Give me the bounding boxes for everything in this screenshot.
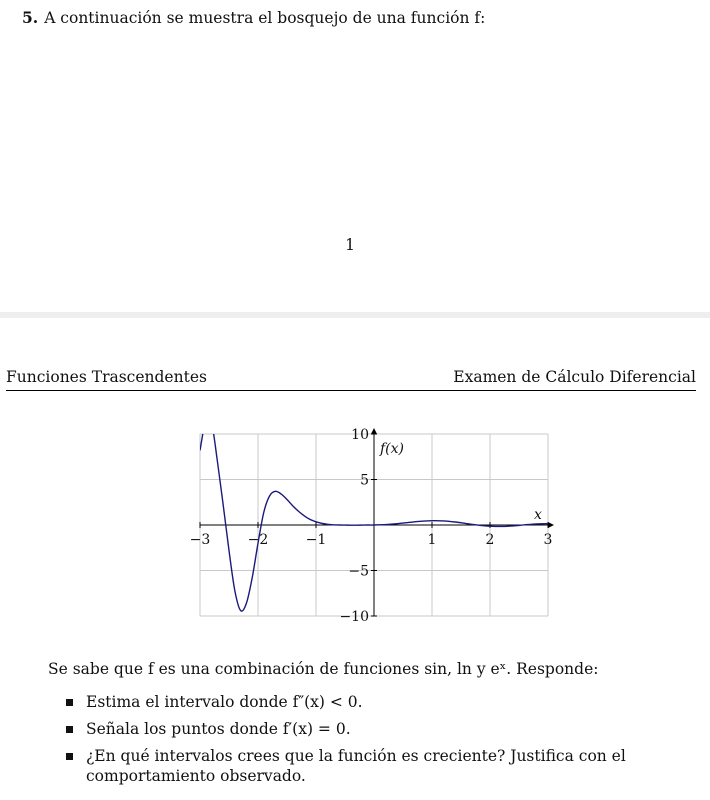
bullet-icon [66, 699, 73, 706]
intro-text: Se sabe que f es una combinación de funciones sin, ln y eˣ. Responde: [48, 660, 599, 678]
page-separator [0, 312, 710, 318]
y-tick-label: 10 [351, 427, 369, 443]
y-tick-label: −5 [348, 563, 369, 580]
list-item [66, 746, 696, 786]
question-text: Estima el intervalo donde f″(x) < 0. [86, 693, 363, 711]
bullet-icon [66, 753, 73, 760]
question-text: Señala los puntos donde f′(x) = 0. [86, 720, 351, 738]
x-tick-label: −3 [189, 532, 211, 548]
problem-text: A continuación se muestra el bosquejo de una función f: [44, 9, 486, 27]
y-axis-label: f(x) [380, 441, 405, 457]
x-tick-label: 1 [427, 532, 437, 548]
x-tick-label: 3 [543, 532, 553, 548]
x-tick-label: −2 [247, 532, 269, 548]
y-axis-arrow-icon [371, 428, 377, 434]
problem-statement [22, 8, 485, 27]
page-number: 1 [345, 236, 355, 254]
y-tick-label: −10 [339, 609, 369, 625]
chart-svg [180, 420, 570, 640]
x-tick-label: 2 [485, 532, 495, 548]
problem-number: 5. [22, 8, 39, 27]
question-text: ¿En qué intervalos crees que la función es creciente? Justifica con el comportamiento observado. [86, 747, 626, 785]
bullet-icon [66, 726, 73, 733]
x-tick-label: −1 [305, 532, 327, 548]
function-chart [180, 420, 570, 640]
list-item [66, 692, 696, 712]
x-axis-label: x [534, 507, 542, 523]
list-item [66, 719, 696, 739]
y-tick-label: 5 [360, 472, 369, 489]
header-left: Funciones Trascendentes [6, 368, 207, 386]
page-top [0, 0, 710, 312]
page-header [6, 368, 696, 391]
header-right: Examen de Cálculo Diferencial [453, 368, 696, 386]
question-list [66, 692, 696, 793]
x-axis-arrow-icon [548, 522, 554, 528]
